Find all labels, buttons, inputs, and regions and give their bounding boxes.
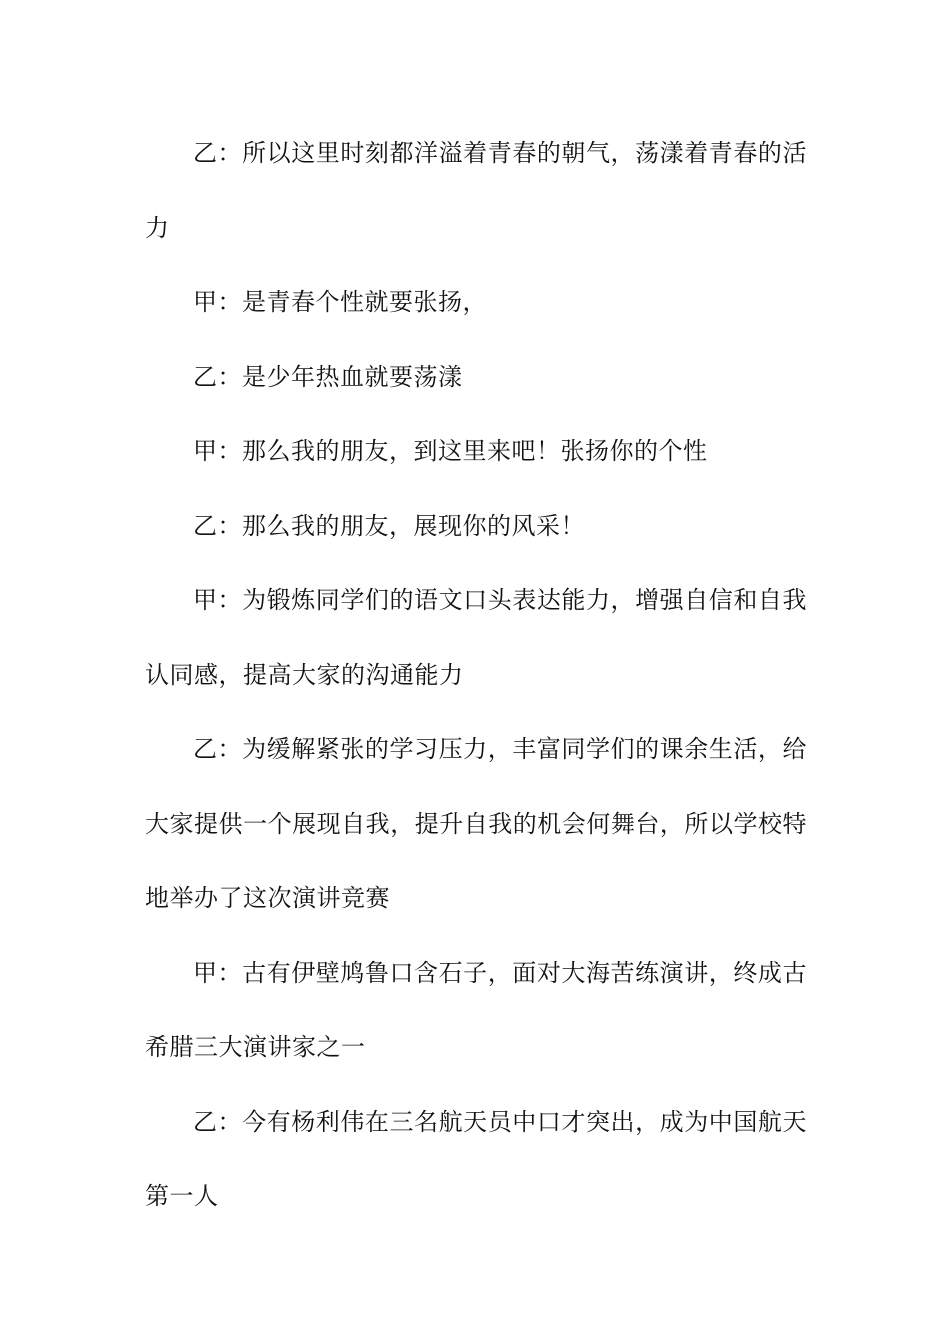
paragraph-1: 乙：所以这里时刻都洋溢着青春的朝气，荡漾着青春的活力 (145, 139, 807, 242)
document-body (145, 116, 807, 1234)
paragraph-2: 甲：是青春个性就要张扬， (193, 288, 487, 316)
paragraph-9: 乙：今有杨利伟在三名航天员中口才突出，成为中国航天第一人 (145, 1107, 807, 1210)
paragraph-7: 乙：为缓解紧张的学习压力，丰富同学们的课余生活，给大家提供一个展现自我，提升自我的机会何舞台，所以学校特地举办了这次演讲竞赛 (145, 735, 807, 912)
paragraph-6: 甲：为锻炼同学们的语文口头表达能力，增强自信和自我认同感，提高大家的沟通能力 (145, 586, 807, 689)
paragraph-4: 甲：那么我的朋友，到这里来吧！张扬你的个性 (193, 437, 708, 465)
paragraph-3: 乙：是少年热血就要荡漾 (193, 362, 463, 391)
paragraph-8: 甲：古有伊壁鸠鲁口含石子，面对大海苦练演讲，终成古希腊三大演讲家之一 (145, 958, 807, 1061)
paragraph-5: 乙：那么我的朋友，展现你的风采！ (193, 511, 585, 540)
